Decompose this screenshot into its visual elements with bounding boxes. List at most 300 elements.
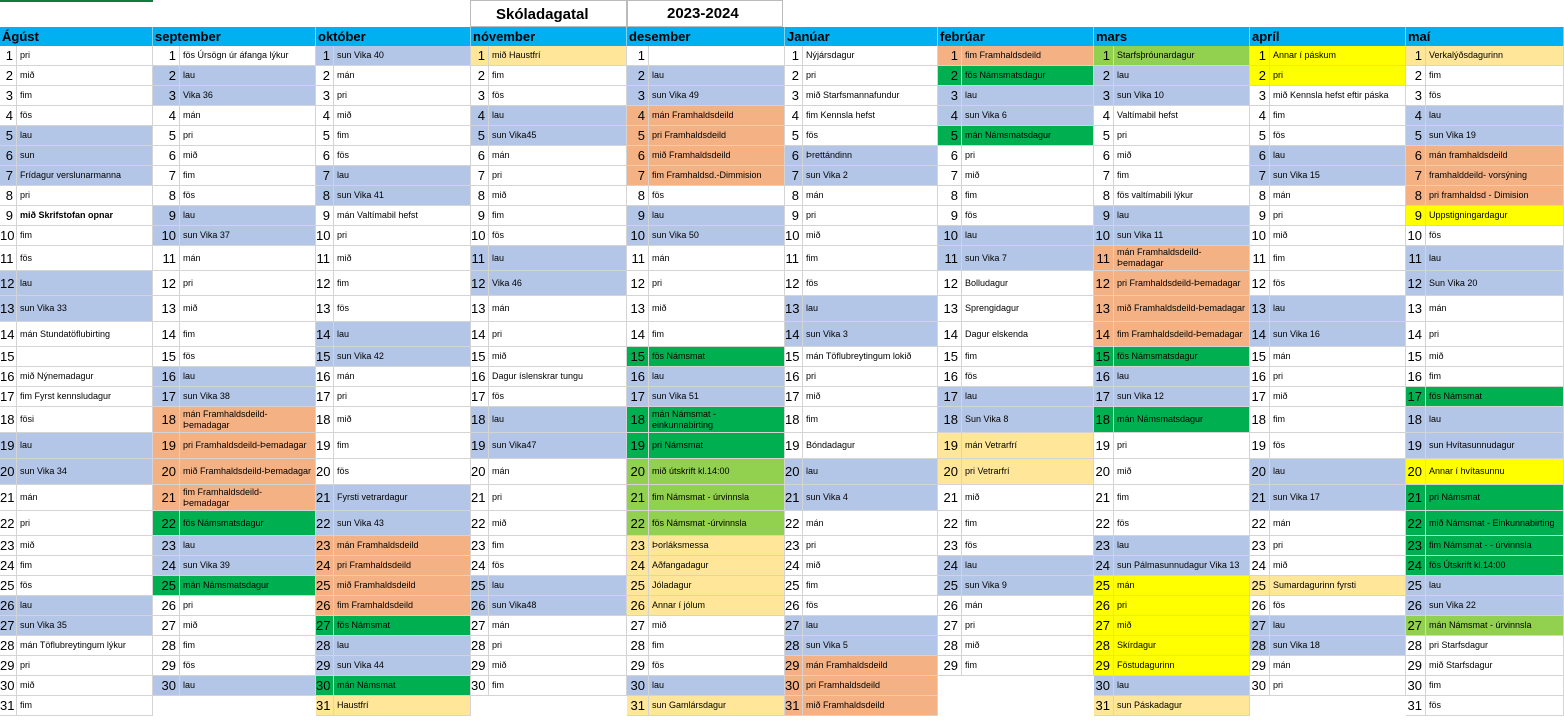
day-entry[interactable]: fös Námsmat <box>1426 387 1564 407</box>
day-entry[interactable]: pri Framhaldsdeild <box>803 676 938 696</box>
day-number[interactable]: 29 <box>938 656 962 676</box>
day-number[interactable]: 11 <box>1250 246 1270 271</box>
month-header[interactable]: apríl <box>1250 27 1406 46</box>
day-entry[interactable]: fim <box>489 676 627 696</box>
day-entry[interactable]: mán <box>962 596 1094 616</box>
day-entry[interactable]: mið <box>962 636 1094 656</box>
day-entry[interactable]: Föstudagurinn <box>1114 656 1250 676</box>
day-number[interactable]: 23 <box>1406 536 1426 556</box>
day-entry[interactable]: sun Vika 38 <box>180 387 316 407</box>
day-entry[interactable]: fös <box>962 206 1094 226</box>
day-entry[interactable]: lau <box>334 166 471 186</box>
day-number[interactable]: 10 <box>1094 226 1114 246</box>
day-number[interactable]: 30 <box>785 676 803 696</box>
day-number[interactable]: 2 <box>471 66 489 86</box>
day-number[interactable]: 28 <box>316 636 334 656</box>
day-number[interactable]: 11 <box>627 246 649 271</box>
day-number[interactable]: 5 <box>1406 126 1426 146</box>
day-number[interactable]: 29 <box>316 656 334 676</box>
day-entry[interactable]: lau <box>962 556 1094 576</box>
day-entry[interactable]: mið <box>489 656 627 676</box>
day-number[interactable]: 3 <box>0 86 17 106</box>
day-entry[interactable]: sun Vika 41 <box>334 186 471 206</box>
day-number[interactable]: 8 <box>471 186 489 206</box>
day-entry[interactable]: pri <box>649 271 785 296</box>
day-entry[interactable]: lau <box>1270 459 1406 485</box>
day-entry[interactable]: lau <box>334 322 471 347</box>
day-entry[interactable]: fös <box>1114 511 1250 536</box>
day-number[interactable]: 29 <box>153 656 180 676</box>
day-number[interactable]: 22 <box>627 511 649 536</box>
day-number[interactable]: 19 <box>938 433 962 459</box>
day-number[interactable]: 2 <box>1094 66 1114 86</box>
day-number[interactable]: 7 <box>938 166 962 186</box>
day-number[interactable]: 23 <box>1250 536 1270 556</box>
day-number[interactable]: 25 <box>1406 576 1426 596</box>
day-number[interactable]: 16 <box>0 367 17 387</box>
day-number[interactable]: 26 <box>471 596 489 616</box>
day-number[interactable]: 24 <box>785 556 803 576</box>
day-entry[interactable]: fim <box>1114 485 1250 511</box>
day-number[interactable]: 27 <box>1250 616 1270 636</box>
day-number[interactable]: 10 <box>1250 226 1270 246</box>
day-entry[interactable]: mið útskrift kl.14:00 <box>649 459 785 485</box>
day-entry[interactable]: pri <box>489 322 627 347</box>
day-entry[interactable]: fös <box>334 296 471 322</box>
day-number[interactable]: 28 <box>1406 636 1426 656</box>
month-header[interactable]: maí <box>1406 27 1564 46</box>
day-entry[interactable]: sun Gamlársdagur <box>649 696 785 716</box>
day-number[interactable]: 17 <box>1406 387 1426 407</box>
day-number[interactable]: 17 <box>1250 387 1270 407</box>
day-number[interactable]: 18 <box>153 407 180 433</box>
day-entry[interactable]: lau <box>17 596 153 616</box>
day-entry[interactable]: mán Töflubreytingum lokið <box>803 347 938 367</box>
day-entry[interactable]: fös <box>962 367 1094 387</box>
day-number[interactable]: 11 <box>1406 246 1426 271</box>
day-number[interactable]: 26 <box>1094 596 1114 616</box>
day-entry[interactable]: Bolludagur <box>962 271 1094 296</box>
day-entry[interactable]: mið <box>649 296 785 322</box>
day-entry[interactable]: sun Vika 15 <box>1270 166 1406 186</box>
day-entry[interactable]: lau <box>1270 146 1406 166</box>
day-number[interactable]: 14 <box>316 322 334 347</box>
day-entry[interactable]: pri Námsmat <box>649 433 785 459</box>
day-entry[interactable]: fim <box>489 66 627 86</box>
day-entry[interactable]: fös <box>962 536 1094 556</box>
day-entry[interactable]: sun Pálmasunnudagur Vika 13 <box>1114 556 1250 576</box>
day-entry[interactable]: fim <box>1270 106 1406 126</box>
day-number[interactable]: 16 <box>1406 367 1426 387</box>
day-entry[interactable]: mán Námsmatsdagur <box>180 576 316 596</box>
day-entry[interactable]: lau <box>489 106 627 126</box>
day-entry[interactable]: lau <box>1270 296 1406 322</box>
day-number[interactable]: 16 <box>153 367 180 387</box>
day-number[interactable]: 13 <box>1250 296 1270 322</box>
day-entry[interactable]: mán Framhaldsdeild- Þemadagar <box>1114 246 1250 271</box>
day-entry[interactable]: lau <box>1114 536 1250 556</box>
day-number[interactable]: 14 <box>785 322 803 347</box>
day-number[interactable]: 14 <box>938 322 962 347</box>
day-number[interactable]: 25 <box>785 576 803 596</box>
day-entry[interactable]: fim <box>17 556 153 576</box>
day-number[interactable]: 8 <box>1406 186 1426 206</box>
day-number[interactable]: 20 <box>785 459 803 485</box>
day-entry[interactable]: pri <box>489 636 627 656</box>
day-number[interactable]: 4 <box>627 106 649 126</box>
day-entry[interactable]: mán <box>489 296 627 322</box>
day-number[interactable]: 1 <box>938 46 962 66</box>
day-number[interactable]: 17 <box>627 387 649 407</box>
day-number[interactable]: 6 <box>471 146 489 166</box>
day-entry[interactable]: fim <box>1270 246 1406 271</box>
day-entry[interactable]: mán <box>489 459 627 485</box>
day-number[interactable]: 8 <box>1094 186 1114 206</box>
day-entry[interactable]: pri <box>803 367 938 387</box>
day-number[interactable]: 6 <box>1094 146 1114 166</box>
day-entry[interactable]: Annar í jólum <box>649 596 785 616</box>
day-number[interactable]: 1 <box>0 46 17 66</box>
day-number[interactable]: 14 <box>1406 322 1426 347</box>
day-number[interactable]: 9 <box>1094 206 1114 226</box>
day-entry[interactable]: mán Framhaldsdeild- Þemadagar <box>180 407 316 433</box>
day-entry[interactable]: fim Kennsla hefst <box>803 106 938 126</box>
day-entry[interactable]: sun Vika 39 <box>180 556 316 576</box>
day-entry[interactable]: fös Námsmatsdagur <box>180 511 316 536</box>
day-entry[interactable]: pri <box>1114 126 1250 146</box>
day-entry[interactable]: mán <box>489 146 627 166</box>
day-entry[interactable]: mán <box>803 511 938 536</box>
day-number[interactable]: 10 <box>153 226 180 246</box>
day-entry[interactable]: mið <box>1114 616 1250 636</box>
day-entry[interactable]: fös <box>1426 86 1564 106</box>
day-entry[interactable]: Dagur íslenskrar tungu <box>489 367 627 387</box>
day-number[interactable]: 14 <box>1094 322 1114 347</box>
day-number[interactable]: 12 <box>316 271 334 296</box>
day-entry[interactable]: fös <box>649 656 785 676</box>
day-number[interactable]: 25 <box>153 576 180 596</box>
day-number[interactable]: 10 <box>938 226 962 246</box>
day-number[interactable]: 12 <box>938 271 962 296</box>
day-number[interactable]: 16 <box>627 367 649 387</box>
day-entry[interactable]: fim Námsmat - - úrvinnsla <box>1426 536 1564 556</box>
day-entry[interactable]: lau <box>962 387 1094 407</box>
day-entry[interactable]: lau <box>649 66 785 86</box>
day-number[interactable]: 21 <box>471 485 489 511</box>
day-number[interactable]: 2 <box>627 66 649 86</box>
day-entry[interactable]: Bóndadagur <box>803 433 938 459</box>
day-number[interactable]: 31 <box>1406 696 1426 716</box>
day-number[interactable]: 9 <box>938 206 962 226</box>
day-number[interactable]: 25 <box>471 576 489 596</box>
day-number[interactable]: 21 <box>938 485 962 511</box>
day-entry[interactable]: fim Framhaldsdeild-Þemadagar <box>1114 322 1250 347</box>
day-number[interactable]: 9 <box>316 206 334 226</box>
day-number[interactable]: 9 <box>1250 206 1270 226</box>
day-number[interactable]: 9 <box>471 206 489 226</box>
day-entry[interactable]: mán Námsmatsdagur <box>962 126 1094 146</box>
day-number[interactable]: 16 <box>938 367 962 387</box>
day-entry[interactable]: mán <box>1114 576 1250 596</box>
day-entry[interactable]: lau <box>1426 106 1564 126</box>
day-entry[interactable]: mið Framhaldsdeild <box>803 696 938 716</box>
day-entry[interactable]: Þrettándinn <box>803 146 938 166</box>
day-entry[interactable]: pri <box>1270 206 1406 226</box>
day-entry[interactable]: mán <box>803 186 938 206</box>
day-number[interactable]: 22 <box>0 511 17 536</box>
day-number[interactable]: 3 <box>153 86 180 106</box>
day-number[interactable]: 3 <box>471 86 489 106</box>
day-entry[interactable]: lau <box>1114 206 1250 226</box>
day-number[interactable]: 29 <box>1406 656 1426 676</box>
day-number[interactable]: 18 <box>1094 407 1114 433</box>
day-entry[interactable]: mið <box>17 66 153 86</box>
day-entry[interactable]: mið <box>489 511 627 536</box>
day-entry[interactable]: fim <box>962 656 1094 676</box>
day-entry[interactable]: fös <box>803 596 938 616</box>
day-number[interactable]: 18 <box>316 407 334 433</box>
day-number[interactable]: 12 <box>1250 271 1270 296</box>
day-entry[interactable]: sun Vika 18 <box>1270 636 1406 656</box>
day-number[interactable]: 8 <box>153 186 180 206</box>
day-entry[interactable]: pri framhaldsd - Dimision <box>1426 186 1564 206</box>
day-entry[interactable]: lau <box>17 433 153 459</box>
day-number[interactable]: 11 <box>0 246 17 271</box>
day-number[interactable]: 6 <box>938 146 962 166</box>
day-number[interactable]: 12 <box>1094 271 1114 296</box>
day-entry[interactable]: lau <box>962 226 1094 246</box>
day-entry[interactable]: fim <box>489 536 627 556</box>
day-number[interactable]: 16 <box>316 367 334 387</box>
day-number[interactable]: 28 <box>153 636 180 656</box>
day-entry[interactable]: mið <box>803 226 938 246</box>
day-number[interactable]: 9 <box>0 206 17 226</box>
day-number[interactable]: 20 <box>938 459 962 485</box>
day-entry[interactable]: pri Námsmat <box>1426 485 1564 511</box>
day-entry[interactable]: mið <box>1270 226 1406 246</box>
day-number[interactable]: 15 <box>627 347 649 367</box>
day-number[interactable]: 26 <box>1406 596 1426 616</box>
day-entry[interactable]: mán <box>1270 656 1406 676</box>
day-entry[interactable]: sun Vika47 <box>489 433 627 459</box>
day-number[interactable]: 29 <box>1094 656 1114 676</box>
day-entry[interactable]: fös <box>489 556 627 576</box>
day-entry[interactable]: mán Stundatöflubirting <box>17 322 153 347</box>
day-number[interactable]: 6 <box>153 146 180 166</box>
day-entry[interactable]: mið <box>1426 347 1564 367</box>
day-entry[interactable]: fim <box>649 322 785 347</box>
day-entry[interactable]: fim <box>17 696 153 716</box>
day-entry[interactable]: mið Starfsdagur <box>1426 656 1564 676</box>
day-number[interactable]: 2 <box>316 66 334 86</box>
day-entry[interactable]: fim <box>17 86 153 106</box>
day-number[interactable]: 29 <box>471 656 489 676</box>
month-header[interactable]: febrúar <box>938 27 1094 46</box>
day-entry[interactable]: lau <box>649 676 785 696</box>
day-number[interactable]: 3 <box>316 86 334 106</box>
day-entry[interactable]: mið Framhaldsdeild <box>334 576 471 596</box>
day-entry[interactable]: pri <box>962 146 1094 166</box>
day-entry[interactable]: mið Námsmat - Einkunnabirting <box>1426 511 1564 536</box>
day-number[interactable]: 15 <box>938 347 962 367</box>
day-number[interactable]: 15 <box>0 347 17 367</box>
day-entry[interactable]: sun Vika 49 <box>649 86 785 106</box>
month-header[interactable]: Janúar <box>785 27 938 46</box>
day-entry[interactable]: fim <box>180 166 316 186</box>
day-number[interactable]: 7 <box>471 166 489 186</box>
day-number[interactable]: 29 <box>1250 656 1270 676</box>
day-number[interactable]: 17 <box>785 387 803 407</box>
day-number[interactable]: 18 <box>938 407 962 433</box>
day-entry[interactable]: Uppstigningardagur <box>1426 206 1564 226</box>
day-number[interactable]: 18 <box>471 407 489 433</box>
day-number[interactable]: 28 <box>627 636 649 656</box>
day-number[interactable]: 11 <box>471 246 489 271</box>
day-number[interactable]: 19 <box>1406 433 1426 459</box>
day-entry[interactable]: fim Framhaldsdeild- Þemadagar <box>180 485 316 511</box>
day-entry[interactable]: mán Framhaldsdeild <box>803 656 938 676</box>
day-number[interactable]: 23 <box>471 536 489 556</box>
day-entry[interactable]: Nýjársdagur <box>803 46 938 66</box>
day-number[interactable]: 2 <box>0 66 17 86</box>
day-entry[interactable]: pri <box>1426 322 1564 347</box>
day-number[interactable]: 9 <box>627 206 649 226</box>
day-number[interactable]: 11 <box>938 246 962 271</box>
day-number[interactable]: 20 <box>0 459 17 485</box>
day-entry[interactable]: pri <box>803 536 938 556</box>
day-entry[interactable]: fim <box>803 246 938 271</box>
day-entry[interactable]: fösi <box>17 407 153 433</box>
day-number[interactable]: 25 <box>1250 576 1270 596</box>
day-number[interactable]: 19 <box>316 433 334 459</box>
day-entry[interactable]: sun Hvítasunnudagur <box>1426 433 1564 459</box>
day-entry[interactable]: sun Vika 37 <box>180 226 316 246</box>
day-number[interactable]: 18 <box>1406 407 1426 433</box>
day-number[interactable]: 12 <box>627 271 649 296</box>
day-entry[interactable]: sun Vika48 <box>489 596 627 616</box>
day-number[interactable]: 5 <box>785 126 803 146</box>
day-number[interactable]: 28 <box>1094 636 1114 656</box>
day-number[interactable]: 14 <box>0 322 17 347</box>
day-number[interactable]: 13 <box>153 296 180 322</box>
day-entry[interactable]: fim <box>803 576 938 596</box>
day-entry[interactable]: sun Vika 44 <box>334 656 471 676</box>
day-number[interactable]: 8 <box>316 186 334 206</box>
day-entry[interactable]: mið <box>1114 459 1250 485</box>
day-number[interactable]: 24 <box>471 556 489 576</box>
day-entry[interactable]: pri <box>1270 676 1406 696</box>
day-entry[interactable]: fös <box>489 226 627 246</box>
day-entry[interactable]: fim <box>962 347 1094 367</box>
day-entry[interactable]: pri <box>803 66 938 86</box>
day-number[interactable]: 7 <box>627 166 649 186</box>
day-entry[interactable]: pri <box>1114 596 1250 616</box>
day-number[interactable]: 27 <box>1094 616 1114 636</box>
day-entry[interactable]: Annar í páskum <box>1270 46 1406 66</box>
day-entry[interactable]: fim <box>962 186 1094 206</box>
day-number[interactable]: 7 <box>1250 166 1270 186</box>
day-number[interactable]: 16 <box>471 367 489 387</box>
day-number[interactable]: 22 <box>316 511 334 536</box>
day-number[interactable]: 5 <box>153 126 180 146</box>
day-number[interactable]: 26 <box>0 596 17 616</box>
day-entry[interactable]: fim Framhaldsd.-Dimmision <box>649 166 785 186</box>
day-number[interactable]: 15 <box>471 347 489 367</box>
day-number[interactable]: 22 <box>153 511 180 536</box>
day-entry[interactable]: pri <box>17 656 153 676</box>
day-number[interactable]: 14 <box>1250 322 1270 347</box>
day-entry[interactable]: lau <box>489 246 627 271</box>
day-number[interactable]: 1 <box>316 46 334 66</box>
day-entry[interactable]: mið Framhaldsdeild <box>649 146 785 166</box>
day-number[interactable]: 3 <box>938 86 962 106</box>
day-number[interactable]: 19 <box>1094 433 1114 459</box>
day-number[interactable]: 20 <box>1094 459 1114 485</box>
day-entry[interactable]: sun Vika 19 <box>1426 126 1564 146</box>
day-entry[interactable]: fim <box>334 271 471 296</box>
day-number[interactable]: 5 <box>316 126 334 146</box>
day-number[interactable]: 30 <box>316 676 334 696</box>
day-number[interactable]: 25 <box>627 576 649 596</box>
day-entry[interactable]: Þorláksmessa <box>649 536 785 556</box>
day-number[interactable]: 1 <box>785 46 803 66</box>
day-entry[interactable]: sun Vika 22 <box>1426 596 1564 616</box>
day-entry[interactable]: lau <box>962 86 1094 106</box>
day-number[interactable]: 30 <box>0 676 17 696</box>
day-number[interactable]: 3 <box>1250 86 1270 106</box>
day-number[interactable]: 31 <box>316 696 334 716</box>
day-entry[interactable]: mið <box>1270 387 1406 407</box>
day-entry[interactable]: fim <box>1270 407 1406 433</box>
day-entry[interactable]: mán <box>1270 511 1406 536</box>
day-number[interactable]: 20 <box>471 459 489 485</box>
day-entry[interactable]: mán <box>649 246 785 271</box>
day-number[interactable]: 24 <box>627 556 649 576</box>
day-number[interactable]: 4 <box>471 106 489 126</box>
day-number[interactable]: 30 <box>1406 676 1426 696</box>
day-number[interactable]: 8 <box>0 186 17 206</box>
day-number[interactable]: 22 <box>1250 511 1270 536</box>
day-entry[interactable]: fös <box>180 186 316 206</box>
day-entry[interactable]: pri <box>17 46 153 66</box>
day-entry[interactable]: Sun Vika 20 <box>1426 271 1564 296</box>
day-number[interactable]: 17 <box>153 387 180 407</box>
day-entry[interactable]: fös <box>1426 696 1564 716</box>
day-entry[interactable]: mið Nýnemadagur <box>17 367 153 387</box>
day-number[interactable]: 26 <box>938 596 962 616</box>
day-entry[interactable]: sun Vika 35 <box>17 616 153 636</box>
day-number[interactable]: 4 <box>1094 106 1114 126</box>
day-entry[interactable]: mán Námsmat <box>334 676 471 696</box>
day-number[interactable]: 12 <box>785 271 803 296</box>
day-entry[interactable]: mið <box>649 616 785 636</box>
day-number[interactable]: 15 <box>1406 347 1426 367</box>
day-entry[interactable]: pri <box>1270 66 1406 86</box>
day-number[interactable]: 2 <box>153 66 180 86</box>
day-number[interactable]: 30 <box>1250 676 1270 696</box>
day-number[interactable]: 5 <box>0 126 17 146</box>
day-entry[interactable]: pri <box>334 226 471 246</box>
day-number[interactable]: 8 <box>938 186 962 206</box>
month-header[interactable]: október <box>316 27 471 46</box>
day-number[interactable]: 3 <box>1094 86 1114 106</box>
day-entry[interactable]: lau <box>803 616 938 636</box>
day-number[interactable]: 14 <box>153 322 180 347</box>
day-number[interactable]: 21 <box>1406 485 1426 511</box>
month-header[interactable]: mars <box>1094 27 1250 46</box>
day-number[interactable]: 19 <box>785 433 803 459</box>
day-entry[interactable]: pri <box>334 86 471 106</box>
